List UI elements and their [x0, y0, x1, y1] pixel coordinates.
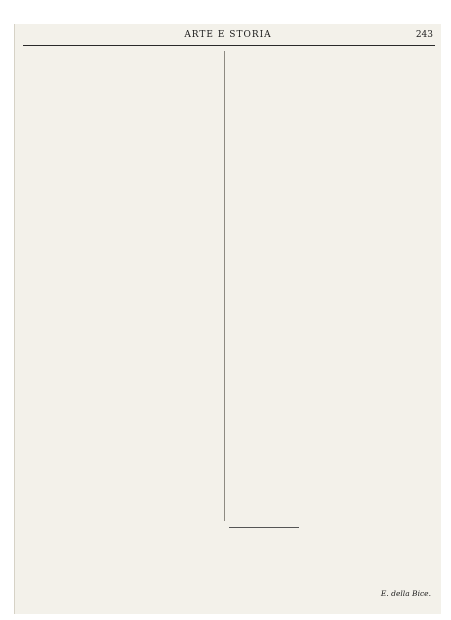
right-column	[229, 51, 433, 521]
running-head: ARTE E STORIA	[184, 30, 272, 40]
printed-sheet	[14, 24, 441, 614]
footnote-signature: E. della Bice.	[380, 589, 431, 598]
footnote-rule	[229, 527, 299, 528]
column-divider	[224, 51, 225, 521]
page-number: 243	[415, 30, 433, 40]
left-column	[21, 51, 221, 521]
header-rule	[23, 45, 435, 46]
footnote	[229, 531, 433, 587]
